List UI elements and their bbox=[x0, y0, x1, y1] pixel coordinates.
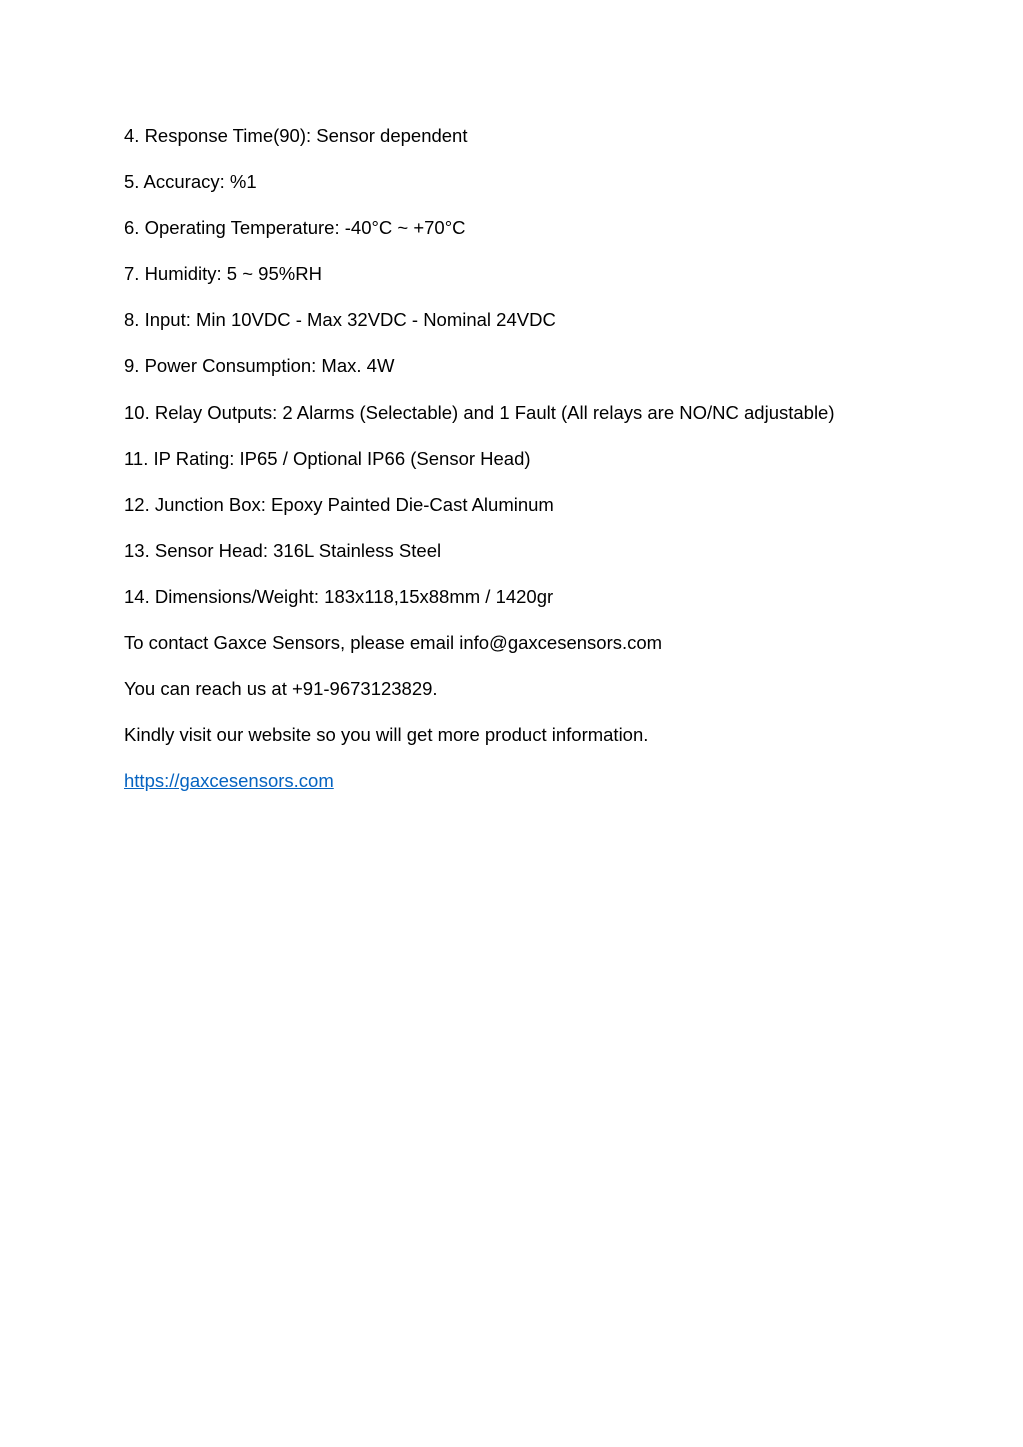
contact-phone-text: You can reach us at +91-9673123829. bbox=[124, 678, 438, 700]
spec-item-accuracy: 5. Accuracy: %1 bbox=[124, 171, 257, 193]
spec-item-power-consumption: 9. Power Consumption: Max. 4W bbox=[124, 355, 395, 377]
spec-item-operating-temperature: 6. Operating Temperature: -40°C ~ +70°C bbox=[124, 217, 466, 239]
document-body bbox=[124, 123, 984, 814]
spec-item-ip-rating: 11. IP Rating: IP65 / Optional IP66 (Sensor Head) bbox=[124, 447, 531, 469]
website-link-line bbox=[124, 768, 984, 794]
spec-item-response-time: 4. Response Time(90): Sensor dependent bbox=[124, 125, 468, 146]
spec-item-humidity: 7. Humidity: 5 ~ 95%RH bbox=[124, 263, 322, 285]
spec-item-dimensions-weight: 14. Dimensions/Weight: 183x118,15x88mm / 1420gr bbox=[124, 585, 554, 607]
spec-item-relay-outputs: 10. Relay Outputs: 2 Alarms (Selectable) and 1 Fault (All relays are NO/NC adjustable) bbox=[124, 401, 835, 423]
spec-item-sensor-head: 13. Sensor Head: 316L Stainless Steel bbox=[124, 539, 442, 561]
spec-item-input: 8. Input: Min 10VDC - Max 32VDC - Nominal 24VDC bbox=[124, 309, 556, 331]
website-prompt: Kindly visit our website so you will get more product information. bbox=[124, 724, 649, 746]
spec-item-junction-box: 12. Junction Box: Epoxy Painted Die-Cast Aluminum bbox=[124, 493, 554, 515]
contact-email-text: To contact Gaxce Sensors, please email info@gaxcesensors.com bbox=[124, 632, 663, 654]
website-link[interactable]: https://gaxcesensors.com bbox=[124, 770, 334, 792]
